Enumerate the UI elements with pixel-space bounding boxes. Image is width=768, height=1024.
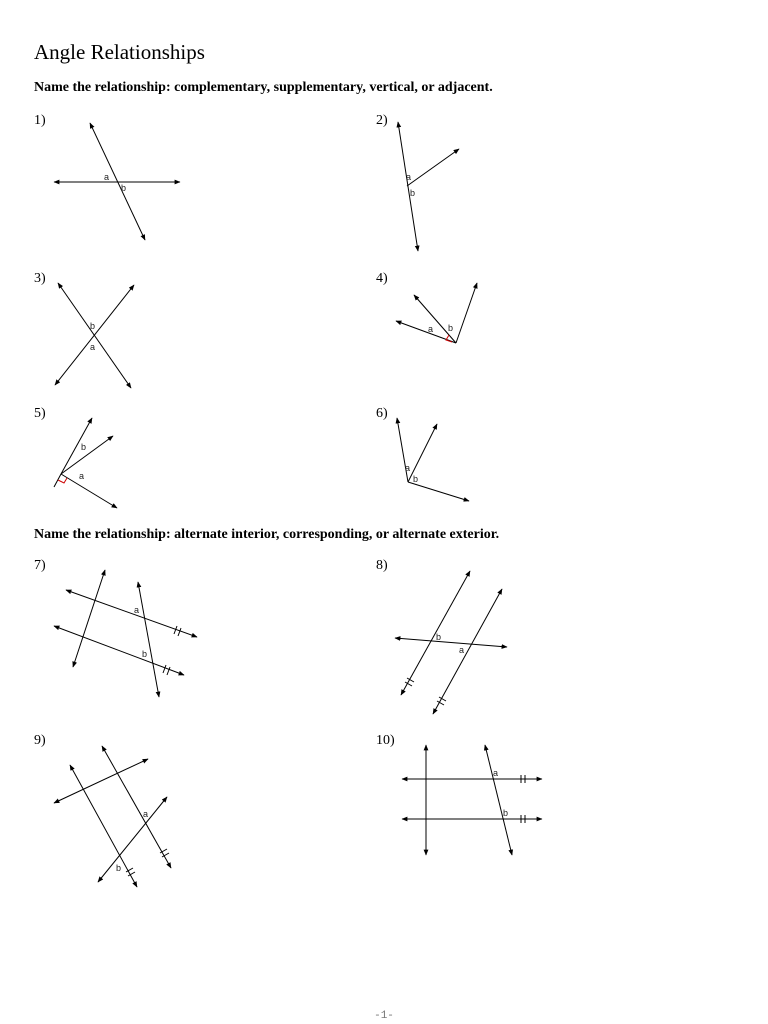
angle-label: a bbox=[406, 172, 412, 182]
angle-label: b bbox=[503, 808, 509, 818]
angle-label: a bbox=[143, 809, 149, 819]
angle-label: b bbox=[81, 442, 87, 452]
angle-label: b bbox=[116, 863, 122, 873]
angle-label: b bbox=[90, 321, 96, 331]
angle-label: b bbox=[121, 183, 127, 193]
angle-label: b bbox=[142, 649, 148, 659]
problem-number: 4) bbox=[376, 271, 388, 286]
angle-label: a bbox=[134, 605, 140, 615]
angle-label: a bbox=[459, 645, 465, 655]
problem-number: 9) bbox=[34, 733, 46, 748]
instructions-part2: Name the relationship: alternate interior, corresponding, or alternate exterior. bbox=[34, 527, 500, 542]
angle-label: b bbox=[413, 474, 419, 484]
angle-label: a bbox=[405, 463, 411, 473]
problem-number: 2) bbox=[376, 113, 388, 128]
line bbox=[485, 745, 512, 855]
page-title: Angle Relationships bbox=[34, 40, 205, 64]
angle-label: b bbox=[410, 188, 416, 198]
problem-number: 7) bbox=[34, 558, 46, 573]
angle-label: b bbox=[436, 632, 442, 642]
instructions-part1: Name the relationship: complementary, supplementary, vertical, or adjacent. bbox=[34, 80, 493, 95]
problem-number: 10) bbox=[376, 733, 395, 748]
angle-label: a bbox=[493, 768, 499, 778]
page-footer: -1- bbox=[374, 1010, 394, 1022]
problem-number: 8) bbox=[376, 558, 388, 573]
problem-number: 3) bbox=[34, 271, 46, 286]
angle-label: b bbox=[448, 323, 454, 333]
problem-number: 5) bbox=[34, 406, 46, 421]
angle-label: a bbox=[90, 342, 96, 352]
angle-label: a bbox=[428, 324, 434, 334]
angle-label: a bbox=[104, 172, 110, 182]
angle-label: a bbox=[79, 471, 85, 481]
problem-number: 6) bbox=[376, 406, 388, 421]
problem-number: 1) bbox=[34, 113, 46, 128]
